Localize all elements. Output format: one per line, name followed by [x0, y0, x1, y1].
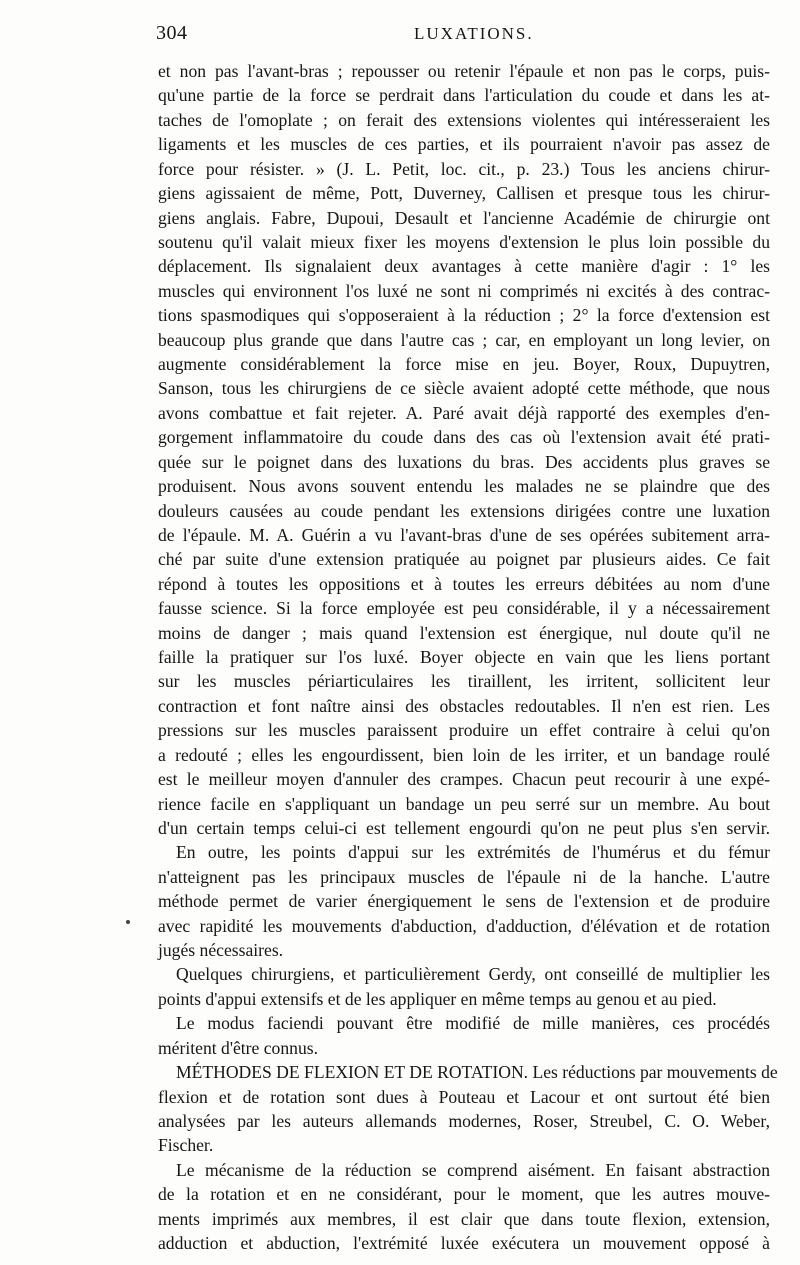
text-line: adduction et abduction, l'extrémité luxée exécutera un mouvement opposé à	[158, 1233, 770, 1253]
text-line: gorgement inflammatoire du coude dans des cas où l'extension avait été prati-	[158, 427, 770, 447]
text-line: En outre, les points d'appui sur les extrémités de l'humérus et du fémur	[176, 842, 770, 862]
text-line: faille la pratiquer sur l'os luxé. Boyer objecte en vain que les liens portant	[158, 647, 770, 667]
text-line: méthode permet de varier énergiquement le sens de l'extension et de produire	[158, 891, 770, 911]
text-line: produisent. Nous avons souvent entendu les malades ne se plaindre que des	[158, 476, 770, 496]
running-title: LUXATIONS.	[414, 24, 534, 43]
text-line: contraction et font naître ainsi des obstacles redoutables. Il n'en est rien. Les	[158, 696, 770, 716]
text-line: Sanson, tous les chirurgiens de ce siècle avaient adopté cette méthode, que nous	[158, 378, 770, 398]
text-line: rience facile en s'appliquant un bandage un peu serré sur un membre. Au bout	[158, 794, 770, 814]
text-line: n'atteignent pas les principaux muscles de l'épaule ni de la hanche. L'autre	[158, 867, 770, 887]
page-number: 304	[156, 22, 188, 44]
text-line: points d'appui extensifs et de les appliquer en même temps au genou et au pied.	[158, 989, 717, 1009]
text-line: jugés nécessaires.	[158, 940, 284, 960]
text-line: quée sur le poignet dans des luxations du bras. Des accidents plus graves se	[158, 452, 770, 472]
text-line: moins de danger ; mais quand l'extension est énergique, nul doute qu'il ne	[158, 623, 770, 643]
text-line: douleurs causées au coude pendant les extensions dirigées contre une luxation	[158, 501, 770, 521]
text-line: est le meilleur moyen d'annuler des crampes. Chacun peut recourir à une expé-	[158, 769, 770, 789]
text-line: déplacement. Ils signalaient deux avantages à cette manière d'agir : 1° les	[158, 256, 770, 276]
text-line: Le modus faciendi pouvant être modifié de mille manières, ces procédés	[176, 1013, 770, 1033]
text-line: qu'une partie de la force se perdrait dans l'articulation du coude et dans les at-	[158, 85, 770, 105]
text-line: fausse science. Si la force employée est peu considérable, il y a nécessairement	[158, 598, 770, 618]
body-text	[158, 58, 778, 1258]
text-line: soutenu qu'il valait mieux fixer les moyens d'extension le plus loin possible du	[158, 232, 770, 252]
text-line: giens anglais. Fabre, Dupoui, Desault et l'ancienne Académie de chirurgie ont	[158, 208, 770, 228]
text-line: Le mécanisme de la réduction se comprend aisément. En faisant abstraction	[176, 1160, 770, 1180]
text-line: Quelques chirurgiens, et particulièrement Gerdy, ont conseillé de multiplier les	[176, 964, 770, 984]
text-line: avons combattue et fait rejeter. A. Paré avait déjà rapporté des exemples d'en-	[158, 403, 770, 423]
text-line: analysées par les auteurs allemands modernes, Roser, Streubel, C. O. Weber,	[158, 1111, 770, 1131]
text-line: de l'épaule. M. A. Guérin a vu l'avant-bras d'une de ses opérées subitement arra-	[158, 525, 770, 545]
text-line: taches de l'omoplate ; on ferait des extensions violentes qui intéresseraient les	[158, 110, 770, 130]
text-line: force pour résister. » (J. L. Petit, loc. cit., p. 23.) Tous les anciens chirur-	[158, 159, 770, 179]
text-line: giens agissaient de même, Pott, Duverney, Callisen et presque tous les chirur-	[158, 183, 770, 203]
text-line: avec rapidité les mouvements d'abduction, d'adduction, d'élévation et de rotation	[158, 916, 770, 936]
running-head	[156, 22, 766, 54]
text-line: a redouté ; elles les engourdissent, bien loin de les irriter, et un bandage roulé	[158, 745, 770, 765]
text-line: MÉTHODES DE FLEXION ET DE ROTATION. Les réductions par mouvements de	[176, 1062, 778, 1082]
text-line: flexion et de rotation sont dues à Pouteau et Lacour et ont surtout été bien	[158, 1087, 770, 1107]
text-line: répond à toutes les oppositions et à toutes les erreurs débitées au nom d'une	[158, 574, 770, 594]
text-line: pressions sur les muscles paraissent produire un effet contraire à celui qu'on	[158, 720, 770, 740]
text-line: méritent d'être connus.	[158, 1038, 318, 1058]
text-line: de la rotation et en ne considérant, pour le moment, que les autres mouve-	[158, 1184, 770, 1204]
text-line: d'un certain temps celui-ci est tellement engourdi qu'on ne peut plus s'en servir.	[158, 818, 770, 838]
text-line: Fischer.	[158, 1135, 214, 1155]
text-line: ché par suite d'une extension pratiquée au poignet par plusieurs aides. Ce fait	[158, 549, 770, 569]
text-line: et non pas l'avant-bras ; repousser ou retenir l'épaule et non pas le corps, puis-	[158, 61, 770, 81]
text-line: augmente considérablement la force mise en jeu. Boyer, Roux, Dupuytren,	[158, 354, 770, 374]
text-line: sur les muscles périarticulaires les tiraillent, les irritent, sollicitent leur	[158, 671, 770, 691]
ink-speck	[126, 920, 130, 924]
text-line: beaucoup plus grande que dans l'autre cas ; car, en employant un long levier, on	[158, 330, 770, 350]
text-line: ligaments et les muscles de ces parties, et ils pourraient n'avoir pas assez de	[158, 134, 770, 154]
text-line: ments imprimés aux membres, il est clair que dans toute flexion, extension,	[158, 1209, 770, 1229]
text-line: muscles qui environnent l'os luxé ne sont ni comprimés ni excités à des contrac-	[158, 281, 770, 301]
text-line: tions spasmodiques qui s'opposeraient à la réduction ; 2° la force d'extension est	[158, 305, 770, 325]
